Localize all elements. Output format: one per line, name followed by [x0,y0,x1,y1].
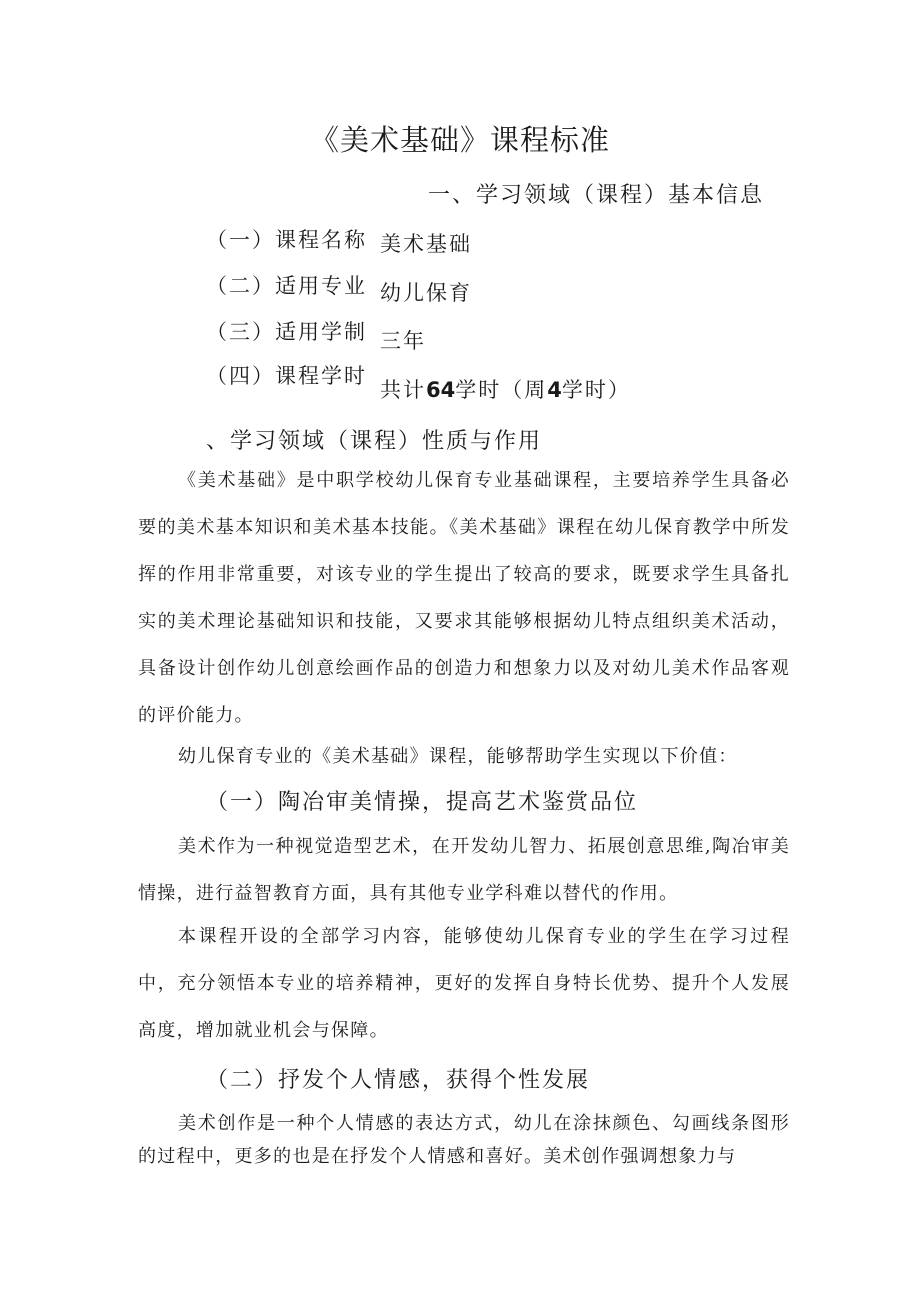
subheading-aesthetic: （一）陶冶审美情操，提高艺术鉴赏品位 [206,790,639,815]
subheading-emotion: （二）抒发个人情感，获得个性发展 [206,1068,591,1093]
info-label-duration: （三）适用学制 [206,320,367,344]
info-label-major: （二）适用专业 [206,274,367,298]
paragraph-art-creation: 美术创作是一种个人情感的表达方式，幼儿在涂抹颜色、勾画线条图形的过程中，更多的也是在抒发个人情感和喜好。美术创作强调想象力与 [138,1113,790,1167]
hours-prefix: 共计 [380,378,426,402]
section1-heading: 一、学习领域（课程）基本信息 [428,183,765,208]
info-label-course-name: （一）课程名称 [206,228,367,252]
section2-heading: 、学习领域（课程）性质与作用 [206,429,543,454]
info-value-course-name: 美术基础 [380,232,472,256]
weekly-hours-number: 4 [547,378,562,402]
paragraph-learning-content: 本课程开设的全部学习内容，能够使幼儿保育专业的学生在学习过程中，充分领悟本专业的培养精神，更好的发挥自身特长优势、提升个人发展高度，增加就业机会与保障。 [138,926,790,1041]
info-label-hours: （四）课程学时 [206,364,367,388]
info-value-major: 幼儿保育 [380,281,472,305]
hours-number: 64 [426,378,456,402]
document-title: 《美术基础》课程标准 [309,123,610,157]
hours-mid: 学时（周 [455,378,548,402]
paragraph-values-intro: 幼儿保育专业的《美术基础》课程，能够帮助学生实现以下价值： [178,746,738,767]
info-value-duration: 三年 [380,329,426,353]
info-value-hours [380,374,631,404]
hours-suffix: 学时） [561,378,631,402]
paragraph-visual-art: 美术作为一种视觉造型艺术，在开发幼儿智力、拓展创意思维,陶冶审美情操，进行益智教育方面，具有其他专业学科难以替代的作用。 [138,836,790,904]
paragraph-course-nature: 《美术基础》是中职学校幼儿保育专业基础课程，主要培养学生具备必要的美术基本知识和美术基本技能。《美术基础》课程在幼儿保育教学中所发挥的作用非常重要，对该专业的学生提出了较高的要求，既要求学生具备扎实的美术理论基础知识和技能，又要求其能够根据幼儿特点组织美术活动，具备设计创作幼儿创意绘画作品的创造力和想象力以及对幼儿美术作品客观的评价能力。 [138,470,790,726]
